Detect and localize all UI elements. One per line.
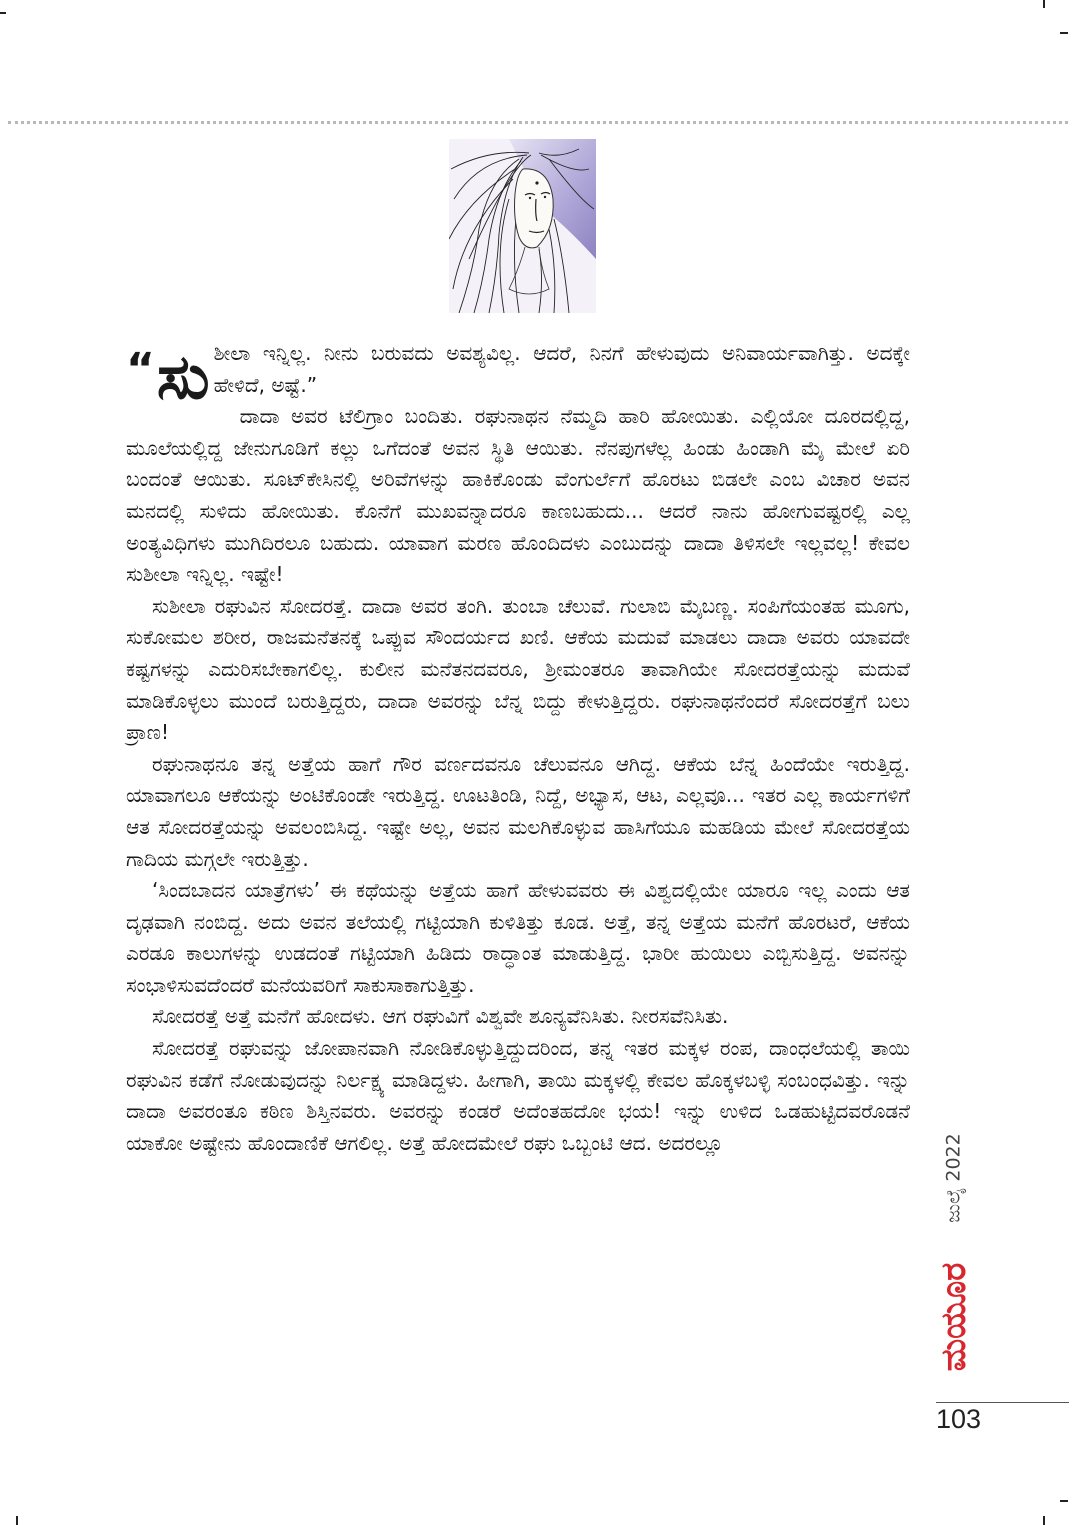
article-paragraph: ಸೋದರತ್ತೆ ಅತ್ತೆ ಮನೆಗೆ ಹೋದಳು. ಆಗ ರಘುವಿಗೆ ವಿಶ್ವವೇ ಶೂನ್ಯವೆನಿಸಿತು. ನೀರಸವೆನಿಸಿತು. (152, 1004, 729, 1029)
dotted-divider (8, 121, 1068, 124)
crop-mark-bottom-right-v (1043, 1516, 1045, 1525)
magazine-logo (934, 1242, 974, 1392)
crop-mark-bottom-left-v (16, 1516, 18, 1525)
article-paragraph: ದಾದಾ ಅವರ ಟೆಲಿಗ್ರಾಂ ಬಂದಿತು. ರಘುನಾಥನ ನೆಮ್ಮದಿ ಹಾರಿ ಹೋಯಿತು. ಎಲ್ಲಿಯೋ ದೂರದಲ್ಲಿದ್ದ, ಮೂಲೆಯಲ್ಲಿದ್ದ ಜೇನುಗೂಡಿಗೆ ಕಲ್ಲು ಒಗೆದಂತೆ ಅವನ ಸ್ಥಿತಿ ಆಯಿತು. ನೆನಪುಗಳೆಲ್ಲ ಹಿಂಡು ಹಿಂಡಾಗಿ ಮೈ ಮೇಲೆ ಏರಿ ಬಂದಂತೆ ಆಯಿತು. ಸೂಟ್‌ಕೇಸಿನಲ್ಲಿ ಅರಿವೆಗಳನ್ನು ಹಾಕಿಕೊಂಡು ವೆಂಗುರ್ಲೆಗೆ ಹೊರಟು ಬಿಡಲೇ ಎಂಬ ವಿಚಾರ ಅವನ ಮನದಲ್ಲಿ ಸುಳಿದು ಹೋಯಿತು. ಕೊನೆಗೆ ಮುಖವನ್ನಾದರೂ ಕಾಣಬಹುದು... ಆದರೆ ನಾನು ಹೋಗುವಷ್ಟರಲ್ಲಿ ಎಲ್ಲ ಅಂತ್ಯವಿಧಿಗಳು ಮುಗಿದಿರಲೂ ಬಹುದು. ಯಾವಾಗ ಮರಣ ಹೊಂದಿದಳು ಎಂಬುದನ್ನು ದಾದಾ ತಿಳಿಸಲೇ ಇಲ್ಲವಲ್ಲ! ಕೇವಲ ಸುಶೀಲಾ ಇನ್ನಿಲ್ಲ. ಇಷ್ಟೇ! (126, 404, 910, 587)
issue-date (934, 1118, 974, 1238)
page-number: 103 (936, 1404, 982, 1434)
crop-mark-top-right-h (1060, 32, 1068, 34)
crop-mark-bottom-right-h (1060, 1500, 1068, 1502)
article-paragraph: ‘ಸಿಂದಬಾದನ ಯಾತ್ರೆಗಳು’ ಈ ಕಥೆಯನ್ನು ಅತ್ತೆಯ ಹಾಗೆ ಹೇಳುವವರು ಈ ವಿಶ್ವದಲ್ಲಿಯೇ ಯಾರೂ ಇಲ್ಲ ಎಂದು ಆತ ದೃಢವಾಗಿ ನಂಬಿದ್ದ. ಅದು ಅವನ ತಲೆಯಲ್ಲಿ ಗಟ್ಟಿಯಾಗಿ ಕುಳಿತಿತ್ತು ಕೂಡ. ಅತ್ತೆ, ತನ್ನ ಅತ್ತೆಯ ಮನೆಗೆ ಹೊರಟರೆ, ಆಕೆಯ ಎರಡೂ ಕಾಲುಗಳನ್ನು ಉಡದಂತೆ ಗಟ್ಟಿಯಾಗಿ ಹಿಡಿದು ರಾದ್ಧಾಂತ ಮಾಡುತ್ತಿದ್ದ. ಭಾರೀ ಹುಯಿಲು ಎಬ್ಬಿಸುತ್ತಿದ್ದ. ಅವನನ್ನು ಸಂಭಾಳಿಸುವದೆಂದರೆ ಮನೆಯವರಿಗೆ ಸಾಕುಸಾಕಾಗುತ್ತಿತ್ತು. (126, 878, 910, 997)
article-paragraph: ಸುಶೀಲಾ ರಘುವಿನ ಸೋದರತ್ತೆ. ದಾದಾ ಅವರ ತಂಗಿ. ತುಂಬಾ ಚೆಲುವೆ. ಗುಲಾಬಿ ಮೈಬಣ್ಣ. ಸಂಪಿಗೆಯಂತಹ ಮೂಗು, ಸುಕೋಮಲ ಶರೀರ, ರಾಜಮನೆತನಕ್ಕೆ ಒಪ್ಪುವ ಸೌಂದರ್ಯದ ಖಣಿ. ಆಕೆಯ ಮದುವೆ ಮಾಡಲು ದಾದಾ ಅವರು ಯಾವದೇ ಕಷ್ಟಗಳನ್ನು ಎದುರಿಸಬೇಕಾಗಲಿಲ್ಲ. ಕುಲೀನ ಮನೆತನದವರೂ, ಶ್ರೀಮಂತರೂ ತಾವಾಗಿಯೇ ಸೋದರತ್ತೆಯನ್ನು ಮದುವೆ ಮಾಡಿಕೊಳ್ಳಲು ಮುಂದೆ ಬರುತ್ತಿದ್ದರು, ದಾದಾ ಅವರನ್ನು ಬೆನ್ನ ಬಿದ್ದು ಕೇಳುತ್ತಿದ್ದರು. ರಘುನಾಥನೆಂದರೆ ಸೋದರತ್ತೆಗೆ ಬಲು ಪ್ರಾಣ! (126, 593, 910, 745)
opening-quote: “ (126, 344, 155, 395)
magazine-sidebar (934, 1118, 974, 1398)
footer-rule (936, 1402, 1069, 1403)
woman-sketch-image (449, 139, 596, 313)
crop-mark-top-right-v (1043, 0, 1045, 8)
article-paragraph (126, 338, 910, 413)
magazine-logo-text: ಮಯೂರ (934, 1262, 974, 1372)
article-body (126, 338, 910, 1159)
article-paragraph: ರಘುನಾಥನೂ ತನ್ನ ಅತ್ತೆಯ ಹಾಗೆ ಗೌರ ವರ್ಣದವನೂ ಚೆಲುವನೂ ಆಗಿದ್ದ. ಆಕೆಯ ಬೆನ್ನ ಹಿಂದೆಯೇ ಇರುತ್ತಿದ್ದ. ಯಾವಾಗಲೂ ಆಕೆಯನ್ನು ಅಂಟಿಕೊಂಡೇ ಇರುತ್ತಿದ್ದ. ಊಟತಿಂಡಿ, ನಿದ್ದೆ, ಅಭ್ಯಾಸ, ಆಟ, ಎಲ್ಲವೂ... ಇತರ ಎಲ್ಲ ಕಾರ್ಯಗಳಿಗೆ ಆತ ಸೋದರತ್ತೆಯನ್ನು ಅವಲಂಬಿಸಿದ್ದ. ಇಷ್ಟೇ ಅಲ್ಲ, ಅವನ ಮಲಗಿಕೊಳ್ಳುವ ಹಾಸಿಗೆಯೂ ಮಹಡಿಯ ಮೇಲೆ ಸೋದರತ್ತೆಯ ಗಾದಿಯ ಮಗ್ಗಲೇ ಇರುತ್ತಿತ್ತು. (126, 751, 910, 871)
story-illustration (449, 139, 596, 313)
drop-cap (126, 338, 210, 413)
issue-date-text: ಜುಲೈ 2022 (943, 1133, 965, 1223)
crop-mark-top-left (0, 12, 6, 14)
paragraph-text: ಶೀಲಾ ಇನ್ನಿಲ್ಲ. ನೀನು ಬರುವದು ಅವಶ್ಯವಿಲ್ಲ. ಆದರೆ, ನಿನಗೆ ಹೇಳುವುದು ಅನಿವಾರ್ಯವಾಗಿತ್ತು. ಅದಕ್ಕೇ ಹೇಳಿದೆ, ಅಷ್ಟೆ.” (213, 341, 910, 397)
article-paragraph: ಸೋದರತ್ತೆ ರಘುವನ್ನು ಜೋಪಾನವಾಗಿ ನೋಡಿಕೊಳ್ಳುತ್ತಿದ್ದುದರಿಂದ, ತನ್ನ ಇತರ ಮಕ್ಕಳ ರಂಪ, ದಾಂಧಲೆಯಲ್ಲಿ ತಾಯಿ ರಘುವಿನ ಕಡೆಗೆ ನೋಡುವುದನ್ನು ನಿರ್ಲಕ್ಷ್ಯ ಮಾಡಿದ್ದಳು. ಹೀಗಾಗಿ, ತಾಯಿ ಮಕ್ಕಳಲ್ಲಿ ಕೇವಲ ಹೊಕ್ಕಳಬಳ್ಳಿ ಸಂಬಂಧವಿತ್ತು. ಇನ್ನು ದಾದಾ ಅವರಂತೂ ಕಠಿಣ ಶಿಸ್ತಿನವರು. ಅವರನ್ನು ಕಂಡರೆ ಅದೆಂತಹದೋ ಭಯ! ಇನ್ನು ಉಳಿದ ಒಡಹುಟ್ಟಿದವರೊಡನೆ ಯಾಕೋ ಅಷ್ಟೇನು ಹೊಂದಾಣಿಕೆ ಆಗಲಿಲ್ಲ. ಅತ್ತೆ ಹೋದಮೇಲೆ ರಘು ಒಬ್ಬಂಟಿ ಆದ. ಅದರಲ್ಲೂ (126, 1036, 910, 1155)
drop-cap-letter: ಸು (156, 340, 210, 413)
